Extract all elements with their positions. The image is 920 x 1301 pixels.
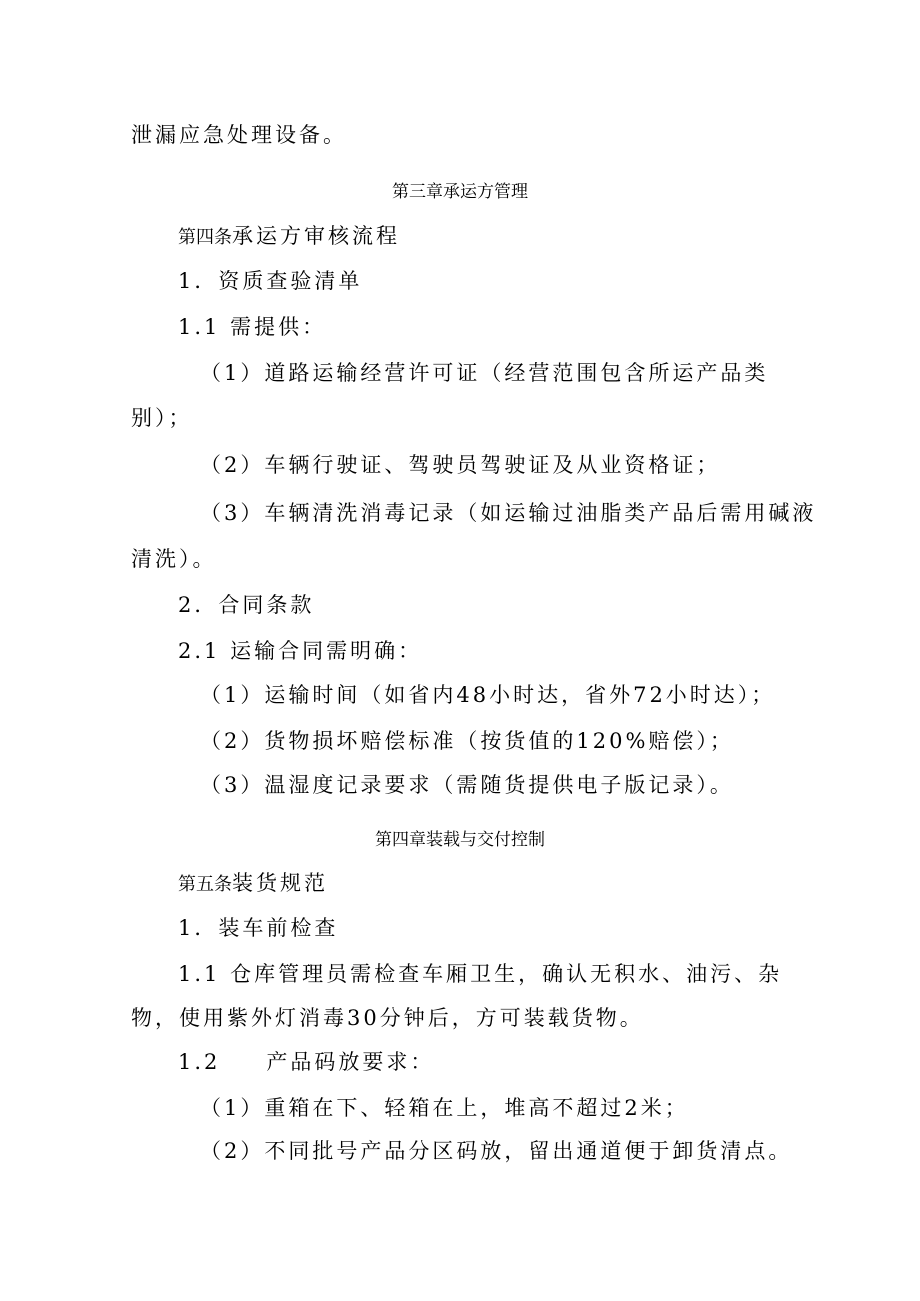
load-1-2-a: （1）重箱在下、轻箱在上，堆高不超过2米； xyxy=(200,1096,689,1120)
article-4-label: 第四条 xyxy=(178,227,232,248)
item-2-1-a: （1）运输时间（如省内48小时达，省外72小时达）； xyxy=(200,683,776,707)
article-5-label: 第五条 xyxy=(178,874,232,895)
article-5-title: 装货规范 xyxy=(232,871,328,895)
item-1-1-b: （2）车辆行驶证、驾驶员驾驶证及从业资格证； xyxy=(200,453,721,477)
item-2-1-b: （2）货物损坏赔偿标准（按货值的120%赔偿）； xyxy=(200,729,734,753)
article-5-heading xyxy=(178,869,328,899)
load-1-2-text: 产品码放要求： xyxy=(266,1050,435,1074)
item-1-1-c-line2: 清洗）。 xyxy=(131,547,217,571)
chapter-4-heading: 第四章装载与交付控制 xyxy=(375,830,545,850)
load-1-title: 1．装车前检查 xyxy=(178,916,339,940)
load-1-2-b: （2）不同批号产品分区码放，留出通道便于卸货清点。 xyxy=(200,1139,793,1163)
item-1-1: 1.1 需提供： xyxy=(178,315,327,339)
chapter-3-heading: 第三章承运方管理 xyxy=(392,182,528,202)
item-2-1-c: （3）温湿度记录要求（需随货提供电子版记录）。 xyxy=(200,773,734,797)
load-1-1-line2: 物，使用紫外灯消毒30分钟后，方可装载货物。 xyxy=(131,1006,644,1030)
article-4-heading xyxy=(178,222,400,252)
item-1-title: 1．资质查验清单 xyxy=(178,269,363,293)
item-2-1: 2.1 运输合同需明确： xyxy=(178,639,423,663)
load-1-2-number: 1.2 xyxy=(178,1050,221,1074)
load-1-1-line1: 1.1 仓库管理员需检查车厢卫生，确认无积水、油污、杂 xyxy=(178,962,783,986)
item-1-1-a-line1: （1）道路运输经营许可证（经营范围包含所运产品类 xyxy=(200,361,769,385)
load-1-2 xyxy=(178,1048,434,1076)
continued-line: 泄漏应急处理设备。 xyxy=(131,123,347,147)
article-4-title: 承运方审核流程 xyxy=(232,224,400,248)
item-1-1-c-line1: （3）车辆清洗消毒记录（如运输过油脂类产品后需用碱液 xyxy=(200,501,817,525)
item-2-title: 2．合同条款 xyxy=(178,593,315,617)
item-1-1-a-line2: 别）； xyxy=(131,406,193,430)
